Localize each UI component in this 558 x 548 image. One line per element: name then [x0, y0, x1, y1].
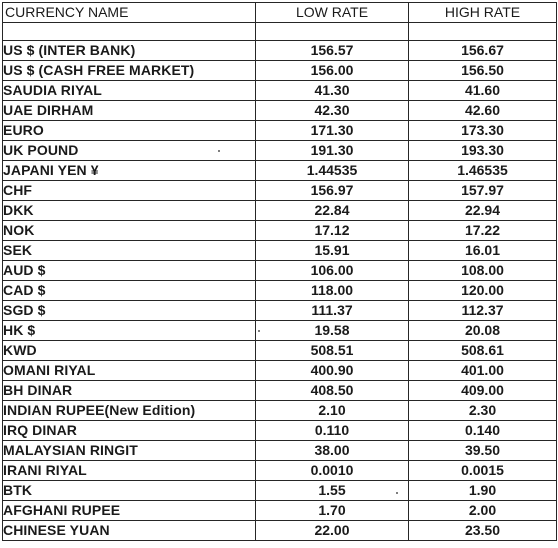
table-row [3, 341, 557, 361]
high-rate-cell: 0.0015 [409, 461, 557, 481]
currency-name-cell: JAPANI YEN ¥ [3, 161, 256, 181]
currency-name-cell: CHF [3, 181, 256, 201]
currency-name-cell: UAE DIRHAM [3, 101, 256, 121]
table-row [3, 201, 557, 221]
currency-name-cell: US $ (INTER BANK) [3, 41, 256, 61]
currency-name-cell: SAUDIA RIYAL [3, 81, 256, 101]
high-rate-cell: 2.00 [409, 501, 557, 521]
currency-name-cell: MALAYSIAN RINGIT [3, 441, 256, 461]
low-rate-cell: 508.51 [256, 341, 409, 361]
table-row [3, 421, 557, 441]
high-rate-cell: 23.50 [409, 521, 557, 541]
currency-rate-table [2, 2, 557, 541]
high-rate-cell: 22.94 [409, 201, 557, 221]
low-rate-cell: 1.44535 [256, 161, 409, 181]
blank-spacer-row [3, 23, 557, 41]
table-row [3, 481, 557, 501]
high-rate-cell: 120.00 [409, 281, 557, 301]
currency-name-cell: CAD $ [3, 281, 256, 301]
low-rate-cell: 408.50 [256, 381, 409, 401]
table-row [3, 321, 557, 341]
currency-name-cell: IRANI RIYAL [3, 461, 256, 481]
currency-name-cell: HK $ [3, 321, 256, 341]
table-header-row [3, 3, 557, 23]
currency-name-cell: IRQ DINAR [3, 421, 256, 441]
currency-name-cell: OMANI RIYAL [3, 361, 256, 381]
currency-name-cell: AFGHANI RUPEE [3, 501, 256, 521]
low-rate-cell: 0.110 [256, 421, 409, 441]
table-row [3, 41, 557, 61]
currency-name-cell: US $ (CASH FREE MARKET) [3, 61, 256, 81]
table-row [3, 101, 557, 121]
currency-name-cell: SGD $ [3, 301, 256, 321]
high-rate-cell: 156.50 [409, 61, 557, 81]
table-row [3, 221, 557, 241]
high-rate-cell: 41.60 [409, 81, 557, 101]
table-row [3, 501, 557, 521]
currency-name-cell: SEK [3, 241, 256, 261]
header-high-rate: HIGH RATE [409, 3, 557, 23]
low-rate-cell: 42.30 [256, 101, 409, 121]
table-row [3, 281, 557, 301]
table-body [3, 23, 557, 541]
currency-name-cell: DKK [3, 201, 256, 221]
table-row [3, 381, 557, 401]
high-rate-cell: 20.08 [409, 321, 557, 341]
low-rate-cell: 106.00 [256, 261, 409, 281]
low-rate-cell: 41.30 [256, 81, 409, 101]
low-rate-cell: 15.91 [256, 241, 409, 261]
high-rate-cell: 1.46535 [409, 161, 557, 181]
high-rate-cell: 39.50 [409, 441, 557, 461]
high-rate-cell: 508.61 [409, 341, 557, 361]
currency-name-cell: BTK [3, 481, 256, 501]
table-row [3, 441, 557, 461]
currency-name-cell: CHINESE YUAN [3, 521, 256, 541]
scan-speck [258, 330, 260, 332]
table-row [3, 121, 557, 141]
currency-name-cell: BH DINAR [3, 381, 256, 401]
blank-cell [256, 23, 409, 41]
high-rate-cell: 193.30 [409, 141, 557, 161]
currency-name-cell: AUD $ [3, 261, 256, 281]
low-rate-cell: 111.37 [256, 301, 409, 321]
high-rate-cell: 42.60 [409, 101, 557, 121]
low-rate-cell: 191.30 [256, 141, 409, 161]
high-rate-cell: 156.67 [409, 41, 557, 61]
low-rate-cell: 38.00 [256, 441, 409, 461]
high-rate-cell: 17.22 [409, 221, 557, 241]
currency-name-cell: KWD [3, 341, 256, 361]
table-row [3, 181, 557, 201]
high-rate-cell: 108.00 [409, 261, 557, 281]
low-rate-cell: 156.57 [256, 41, 409, 61]
high-rate-cell: 112.37 [409, 301, 557, 321]
low-rate-cell: 400.90 [256, 361, 409, 381]
high-rate-cell: 157.97 [409, 181, 557, 201]
currency-name-cell: UK POUND [3, 141, 256, 161]
high-rate-cell: 409.00 [409, 381, 557, 401]
blank-cell [409, 23, 557, 41]
low-rate-cell: 118.00 [256, 281, 409, 301]
table-row [3, 521, 557, 541]
table-row [3, 361, 557, 381]
table-row [3, 401, 557, 421]
low-rate-cell: 19.58 [256, 321, 409, 341]
table-row [3, 61, 557, 81]
low-rate-cell: 2.10 [256, 401, 409, 421]
blank-cell [3, 23, 256, 41]
high-rate-cell: 2.30 [409, 401, 557, 421]
table-row [3, 461, 557, 481]
scan-speck [396, 492, 398, 494]
high-rate-cell: 401.00 [409, 361, 557, 381]
low-rate-cell: 17.12 [256, 221, 409, 241]
low-rate-cell: 22.84 [256, 201, 409, 221]
scan-speck [218, 150, 220, 152]
high-rate-cell: 0.140 [409, 421, 557, 441]
high-rate-cell: 16.01 [409, 241, 557, 261]
low-rate-cell: 22.00 [256, 521, 409, 541]
high-rate-cell: 1.90 [409, 481, 557, 501]
low-rate-cell: 0.0010 [256, 461, 409, 481]
currency-name-cell: EURO [3, 121, 256, 141]
currency-name-cell: INDIAN RUPEE(New Edition) [3, 401, 256, 421]
table-row [3, 261, 557, 281]
table-row [3, 241, 557, 261]
low-rate-cell: 1.70 [256, 501, 409, 521]
table-row [3, 161, 557, 181]
low-rate-cell: 1.55 [256, 481, 409, 501]
high-rate-cell: 173.30 [409, 121, 557, 141]
header-low-rate: LOW RATE [256, 3, 409, 23]
low-rate-cell: 171.30 [256, 121, 409, 141]
table-row [3, 301, 557, 321]
low-rate-cell: 156.00 [256, 61, 409, 81]
low-rate-cell: 156.97 [256, 181, 409, 201]
currency-name-cell: NOK [3, 221, 256, 241]
table-row [3, 81, 557, 101]
table-row [3, 141, 557, 161]
header-currency-name: CURRENCY NAME [3, 3, 256, 23]
currency-rate-sheet [2, 2, 556, 546]
